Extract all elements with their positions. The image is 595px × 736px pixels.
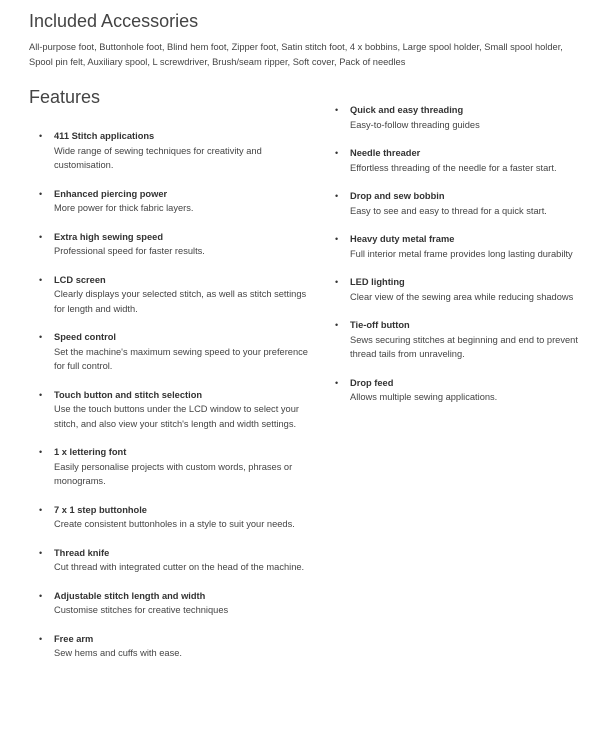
accessories-list-text: All-purpose foot, Buttonhole foot, Blind hem foot, Zipper foot, Satin stitch foot, 4 x bobbins, Large spool holder, Small spool holder, Spool pin felt, Auxiliary spool, L screwdriver, Brush/seam ripper, Soft cover, Pack of needles bbox=[29, 42, 563, 67]
accessories-heading: Included Accessories bbox=[29, 11, 199, 31]
bullet-icon: • bbox=[39, 274, 43, 285]
bullet-icon: • bbox=[335, 105, 339, 115]
bullet-icon: • bbox=[39, 590, 43, 601]
feature-title: Adjustable stitch length and width bbox=[54, 590, 206, 601]
feature-title: Needle threader bbox=[350, 148, 421, 158]
bullet-icon: • bbox=[335, 320, 339, 330]
feature-title: Thread knife bbox=[54, 547, 110, 558]
feature-title: Speed control bbox=[54, 332, 116, 342]
feature-description: Wide range of sewing techniques for creativity and customisation. bbox=[54, 145, 262, 170]
bullet-icon: • bbox=[335, 234, 339, 244]
feature-description: Professional speed for faster results. bbox=[54, 246, 205, 256]
feature-description: Easy-to-follow threading guides bbox=[350, 119, 480, 130]
bullet-icon: • bbox=[39, 633, 43, 644]
bullet-icon: • bbox=[335, 148, 339, 158]
feature-item-speed-control bbox=[39, 330, 311, 374]
feature-title: Tie-off button bbox=[350, 320, 410, 330]
feature-title: Free arm bbox=[54, 633, 94, 644]
feature-title: 1 x lettering font bbox=[54, 447, 127, 457]
bullet-icon: • bbox=[39, 389, 43, 400]
feature-description: Allows multiple sewing applications. bbox=[350, 392, 498, 402]
feature-description: Easily personalise projects with custom words, phrases or monograms. bbox=[54, 461, 293, 486]
feature-title: Touch button and stitch selection bbox=[54, 389, 203, 400]
feature-item-stitch-applications bbox=[39, 129, 311, 173]
feature-title: LCD screen bbox=[54, 274, 106, 285]
feature-item-free-arm bbox=[39, 632, 311, 661]
feature-item-drop-feed bbox=[335, 376, 595, 405]
feature-title: Quick and easy threading bbox=[350, 105, 464, 115]
feature-description: Clear view of the sewing area while reducing shadows bbox=[350, 291, 574, 302]
feature-item-sewing-speed bbox=[39, 230, 311, 259]
feature-title: LED lighting bbox=[350, 277, 405, 287]
feature-item-thread-knife bbox=[39, 546, 311, 575]
bullet-icon: • bbox=[39, 131, 43, 141]
bullet-icon: • bbox=[39, 504, 43, 515]
bullet-icon: • bbox=[39, 547, 43, 558]
feature-description: Create consistent buttonholes in a style to suit your needs. bbox=[54, 519, 295, 529]
feature-description: Customise stitches for creative techniques bbox=[54, 605, 229, 615]
feature-item-lettering-font bbox=[39, 445, 311, 489]
feature-title: Drop and sew bobbin bbox=[350, 191, 445, 201]
feature-description: Clearly displays your selected stitch, as well as stitch settings for length and width. bbox=[54, 289, 307, 314]
feature-item-metal-frame bbox=[335, 232, 595, 261]
feature-item-drop-sew-bobbin bbox=[335, 189, 595, 218]
bullet-icon: • bbox=[39, 447, 43, 457]
feature-title: Heavy duty metal frame bbox=[350, 234, 455, 244]
feature-description: Sews securing stitches at beginning and end to prevent thread tails from unraveling. bbox=[350, 334, 578, 359]
feature-title: 411 Stitch applications bbox=[54, 131, 155, 141]
feature-item-stitch-length-width bbox=[39, 589, 311, 618]
feature-item-touch-button bbox=[39, 388, 311, 432]
feature-item-piercing-power bbox=[39, 187, 311, 216]
feature-description: Cut thread with integrated cutter on the head of the machine. bbox=[54, 562, 305, 572]
bullet-icon: • bbox=[335, 277, 339, 287]
feature-title: Extra high sewing speed bbox=[54, 231, 164, 242]
features-heading: Features bbox=[29, 87, 101, 107]
feature-item-lcd-screen bbox=[39, 273, 311, 317]
features-list-left bbox=[39, 129, 311, 675]
feature-description: Set the machine's maximum sewing speed to your preference for full control. bbox=[54, 346, 308, 371]
bullet-icon: • bbox=[39, 231, 43, 242]
feature-description: Use the touch buttons under the LCD window to select your stitch, and also view your stitch's length and width settings. bbox=[54, 404, 299, 429]
feature-item-tie-off-button bbox=[335, 318, 595, 362]
bullet-icon: • bbox=[39, 332, 43, 342]
features-list-right bbox=[335, 103, 595, 419]
feature-description: Sew hems and cuffs with ease. bbox=[54, 648, 182, 658]
feature-item-easy-threading bbox=[335, 103, 595, 132]
feature-description: Easy to see and easy to thread for a quick start. bbox=[350, 205, 547, 216]
feature-title: Enhanced piercing power bbox=[54, 188, 168, 199]
bullet-icon: • bbox=[335, 191, 339, 201]
bullet-icon: • bbox=[335, 377, 339, 388]
feature-description: Full interior metal frame provides long lasting durabilty bbox=[350, 248, 573, 259]
feature-item-needle-threader bbox=[335, 146, 595, 175]
feature-item-led-lighting bbox=[335, 275, 595, 304]
bullet-icon: • bbox=[39, 188, 43, 199]
feature-item-buttonhole bbox=[39, 503, 311, 532]
feature-description: More power for thick fabric layers. bbox=[54, 203, 194, 213]
feature-title: 7 x 1 step buttonhole bbox=[54, 504, 147, 515]
feature-description: Effortless threading of the needle for a faster start. bbox=[350, 162, 557, 173]
feature-title: Drop feed bbox=[350, 377, 394, 388]
